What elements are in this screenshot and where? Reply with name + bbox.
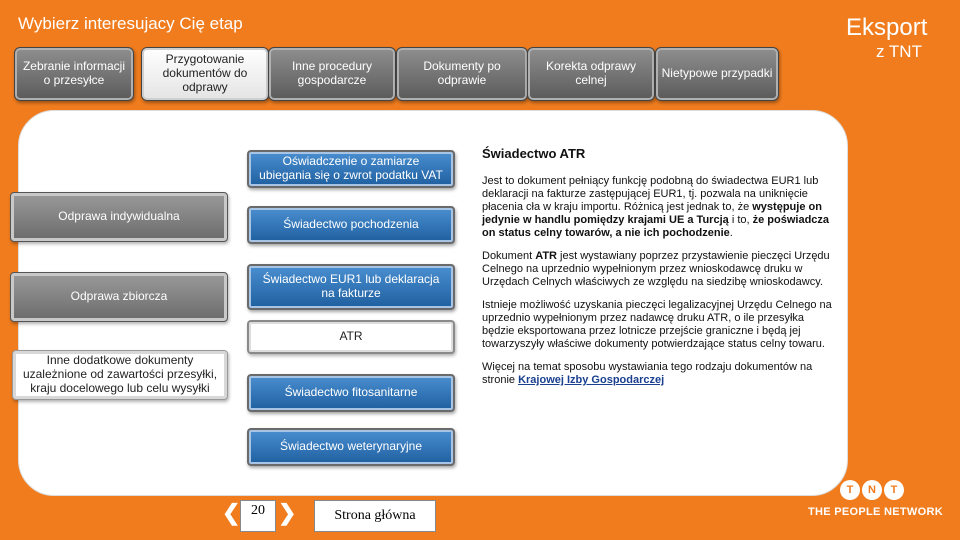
chevron-left-icon[interactable]: ❮: [222, 500, 241, 525]
tab-prepare-docs[interactable]: Przygotowanie dokumentów do odprawy: [141, 47, 269, 101]
chevron-right-icon[interactable]: ❯: [278, 500, 297, 525]
vat-declaration-button[interactable]: Oświadczenie o zamiarze ubiegania się o zwrot podatku VAT: [247, 150, 455, 188]
tnt-logo: [808, 480, 958, 530]
page-number: 20: [240, 500, 276, 532]
logo-tagline: THE PEOPLE NETWORK: [808, 506, 943, 518]
paragraph-4: Więcej na temat sposobu wystawiania tego rodzaju dokumentów na stronie Krajowej Izby Gospodarczej: [482, 360, 813, 386]
section-heading: Świadectwo ATR: [482, 146, 586, 161]
origin-certificate-button[interactable]: Świadectwo pochodzenia: [247, 206, 455, 244]
description-text: [482, 146, 832, 397]
tab-clearance-correction[interactable]: Korekta odprawy celnej: [527, 47, 655, 101]
page-title: Wybierz interesujacy Cię etap: [18, 14, 243, 33]
tab-collect-info[interactable]: Zebranie informacji o przesyłce: [14, 47, 134, 101]
individual-clearance-button[interactable]: Odprawa indywidualna: [10, 192, 228, 242]
atr-button[interactable]: ATR: [247, 320, 455, 354]
paragraph-1: Jest to dokument pełniący funkcję podobną do świadectwa EUR1 lub deklaracji na fakturze zastępującej EUR1, tj. pozwala na uniknięcie płacenia cła w kraju importu. Różnicą jest jednak to, że występuje on jedynie w handlu pomiędzy krajami UE a Turcją i to, że poświadcza on status celny towarów, a nie ich pochodzenie.: [482, 175, 830, 240]
paragraph-3: Istnieje możliwość uzyskania pieczęci legalizacyjnej Urzędu Celnego na uprzednio wypełnionym przez nadawcę druku ATR, o ile przesyłka będzie eksportowana przez lotnicze przejście graniczne i będą jej towarzyszyły właściwe dokumenty potwierdzające status celny towaru.: [482, 299, 832, 350]
eur1-certificate-button[interactable]: Świadectwo EUR1 lub deklaracja na fakturze: [247, 264, 455, 310]
home-button[interactable]: Strona główna: [314, 500, 436, 532]
brand-subtitle: z TNT: [876, 42, 922, 61]
logo-letter: T: [884, 480, 904, 500]
additional-docs-button[interactable]: Inne dodatkowe dokumenty uzależnione od zawartości przesyłki, kraju docelowego lub celu wysyłki: [12, 350, 228, 400]
brand-title: Eksport: [846, 14, 928, 41]
tab-post-clearance-docs[interactable]: Dokumenty po odprawie: [396, 47, 528, 101]
logo-letter: N: [862, 480, 882, 500]
collective-clearance-button[interactable]: Odprawa zbiorcza: [10, 272, 228, 322]
veterinary-certificate-button[interactable]: Świadectwo weterynaryjne: [247, 428, 455, 466]
logo-letter: T: [840, 480, 860, 500]
paragraph-2: Dokument ATR jest wystawiany poprzez przystawienie pieczęci Urzędu Celnego na uprzednio wypełnionym przez wnioskodawcę druku w Urzędach Celnych właściwych ze względu na siedzibę wnioskodawcy.: [482, 250, 830, 289]
tab-special-cases[interactable]: Nietypowe przypadki: [655, 47, 779, 101]
logo-circles: [840, 480, 958, 500]
chamber-of-commerce-link[interactable]: Krajowej Izby Gospodarczej: [518, 373, 665, 386]
tab-other-procedures[interactable]: Inne procedury gospodarcze: [268, 47, 396, 101]
phytosanitary-certificate-button[interactable]: Świadectwo fitosanitarne: [247, 374, 455, 412]
